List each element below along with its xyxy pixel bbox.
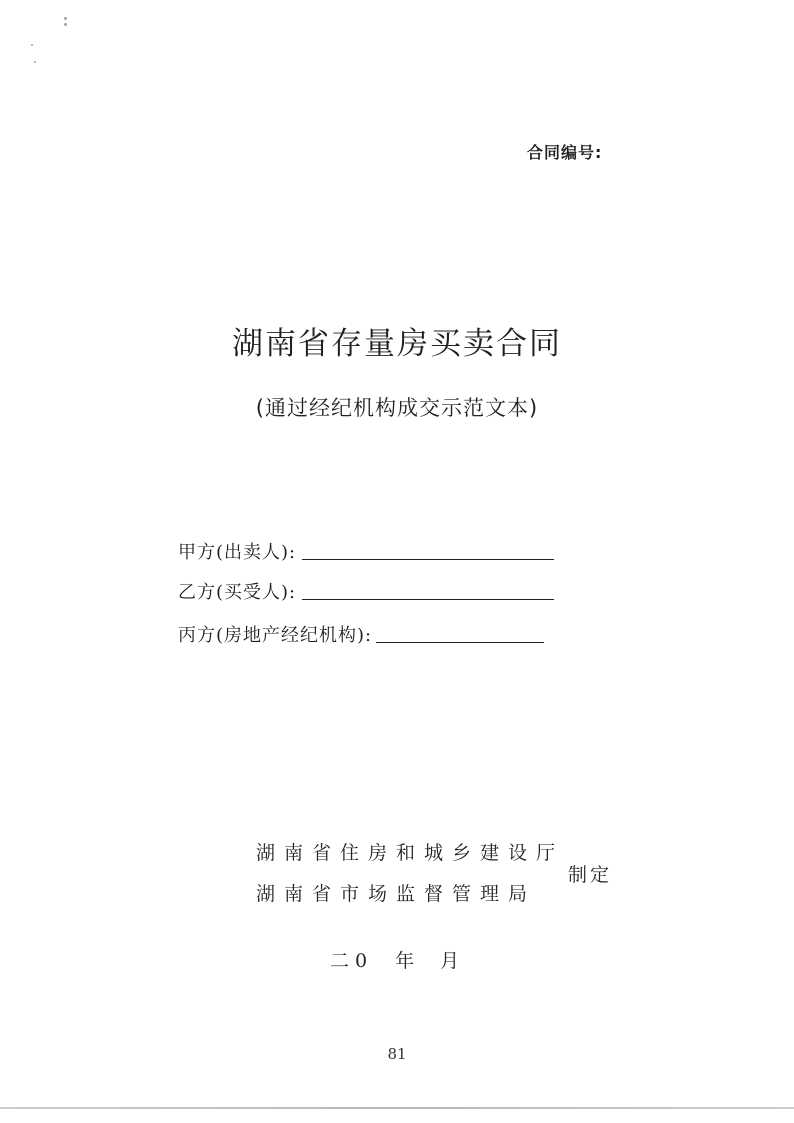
party-b-blank [302, 598, 554, 600]
document-subtitle: (通过经纪机构成交示范文本) [255, 396, 539, 420]
issued-label: 制定 [568, 864, 613, 886]
issue-date [330, 946, 459, 973]
scan-speck [64, 17, 67, 20]
scan-speck [34, 61, 36, 63]
page-number: 81 [387, 1045, 407, 1063]
party-c-blank [376, 641, 544, 643]
party-a-blank [302, 558, 554, 560]
date-month-label: 月 [440, 950, 460, 972]
date-year-prefix: 二0 [330, 950, 374, 972]
scan-speck [64, 23, 67, 26]
contract-number-label: 合同编号: [527, 143, 603, 162]
issuer-market-bureau: 湖南省市场监督管理局 [256, 883, 537, 905]
party-c-row [178, 621, 544, 647]
party-a-row [178, 538, 554, 564]
bottom-scan-edge [0, 1107, 794, 1109]
party-b-row [178, 578, 554, 604]
party-c-label: 丙方(房地产经纪机构): [178, 625, 373, 646]
scan-speck [31, 44, 33, 46]
issuer-housing-dept: 湖南省住房和城乡建设厅 [256, 842, 565, 864]
document-title: 湖南省存量房买卖合同 [232, 326, 562, 362]
party-a-label: 甲方(出卖人): [178, 542, 297, 563]
date-year-label: 年 [395, 950, 415, 972]
party-b-label: 乙方(买受人): [178, 582, 297, 603]
